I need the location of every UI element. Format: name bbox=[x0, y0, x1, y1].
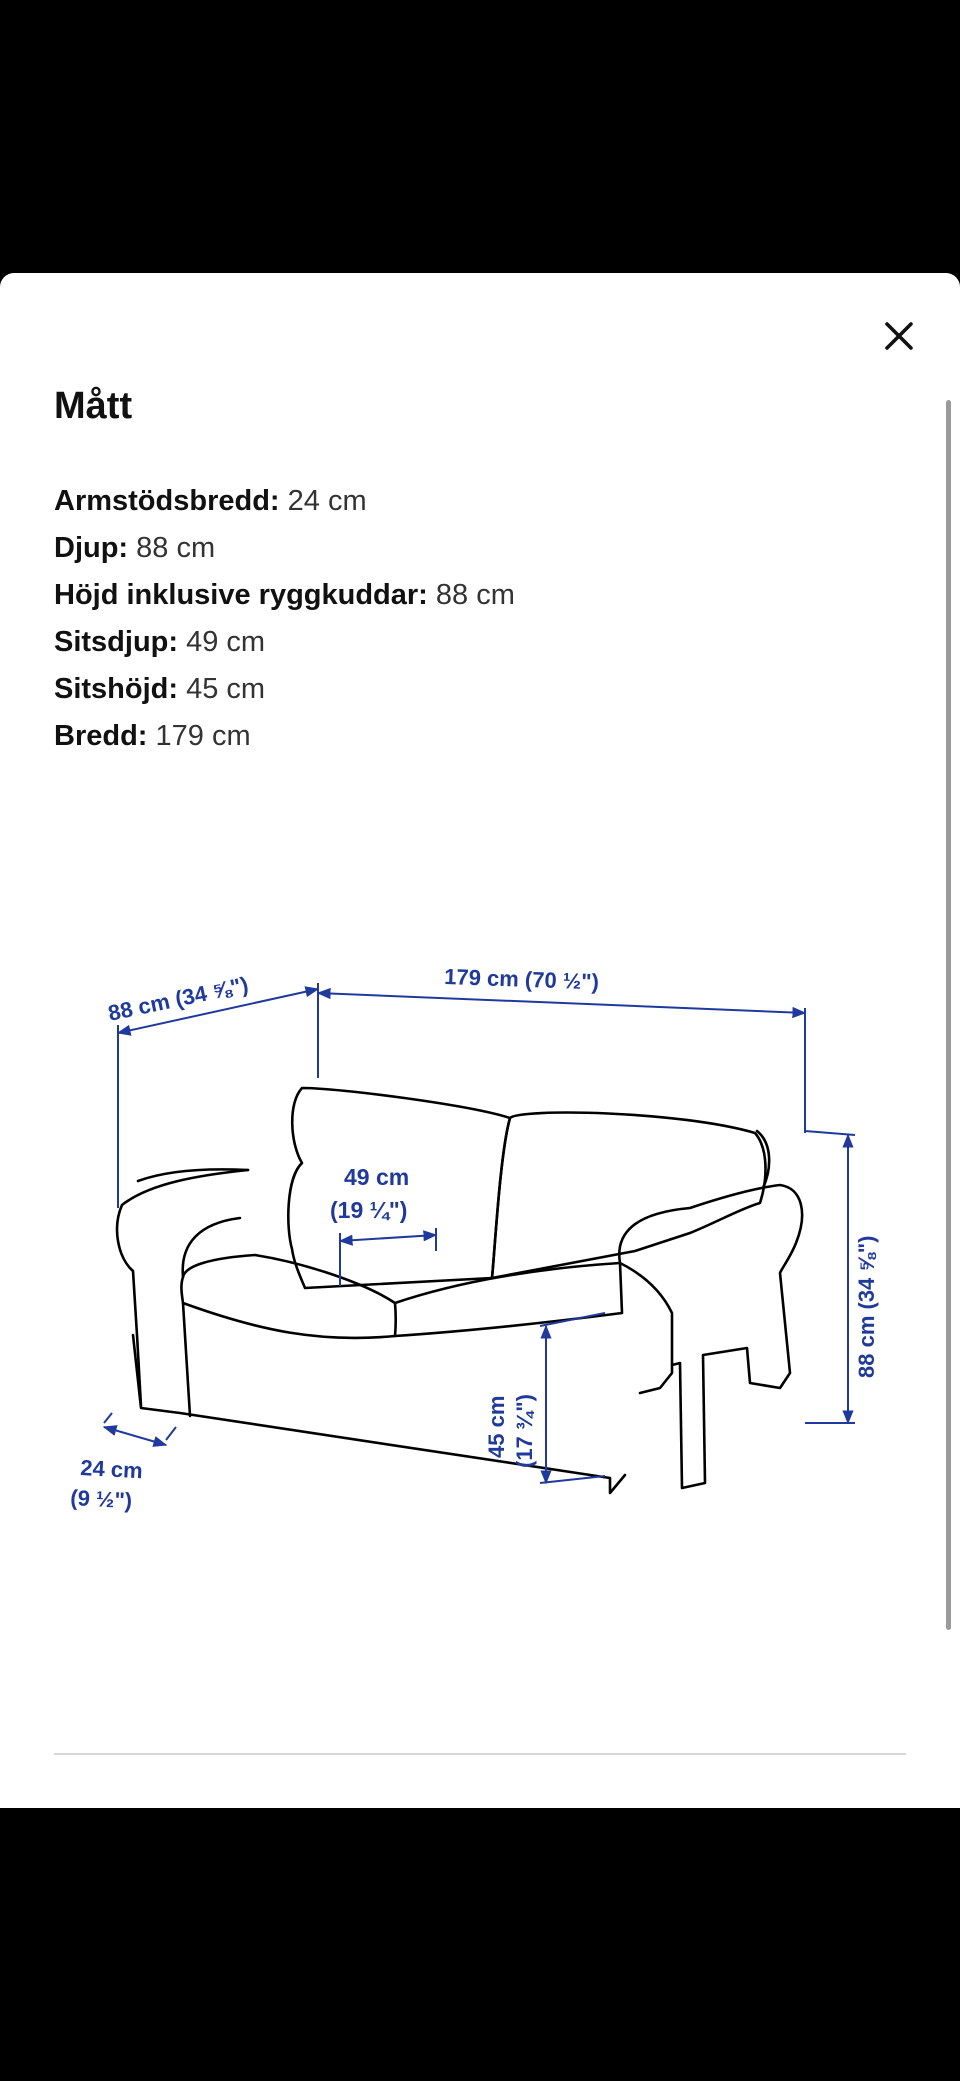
spec-row-height: Höjd inklusive ryggkuddar: 88 cm bbox=[54, 579, 515, 611]
seat-depth-in-label: (19 ¼") bbox=[330, 1197, 408, 1223]
spec-row-depth: Djup: 88 cm bbox=[54, 532, 216, 564]
spec-row-armrest-width: Armstödsbredd: 24 cm bbox=[54, 485, 367, 517]
scrollbar[interactable] bbox=[946, 400, 951, 1630]
seat-height-in-label: (17 ¾") bbox=[512, 1393, 537, 1468]
armrest-cm-label: 24 cm bbox=[79, 1455, 144, 1484]
dialog-title: Mått bbox=[54, 385, 133, 427]
seat-depth-cm-label: 49 cm bbox=[344, 1164, 410, 1190]
sofa-drawing bbox=[117, 1088, 802, 1493]
armrest-in-label: (9 ½") bbox=[69, 1485, 133, 1514]
depth-label: 88 cm (34 ⅝") bbox=[105, 971, 251, 1026]
seat-height-cm-label: 45 cm bbox=[484, 1395, 509, 1458]
spec-row-width: Bredd: 179 cm bbox=[54, 720, 251, 752]
spec-row-seat-height: Sitshöjd: 45 cm bbox=[54, 673, 266, 705]
sofa-dimension-diagram bbox=[0, 273, 960, 1808]
width-label: 179 cm (70 ½") bbox=[443, 964, 600, 995]
bottom-divider bbox=[54, 1753, 906, 1755]
dimension-annotations bbox=[70, 964, 879, 1513]
height-label: 88 cm (34 ⅝") bbox=[854, 1235, 879, 1378]
dimensions-dialog bbox=[0, 273, 960, 1808]
spec-row-seat-depth: Sitsdjup: 49 cm bbox=[54, 626, 266, 658]
